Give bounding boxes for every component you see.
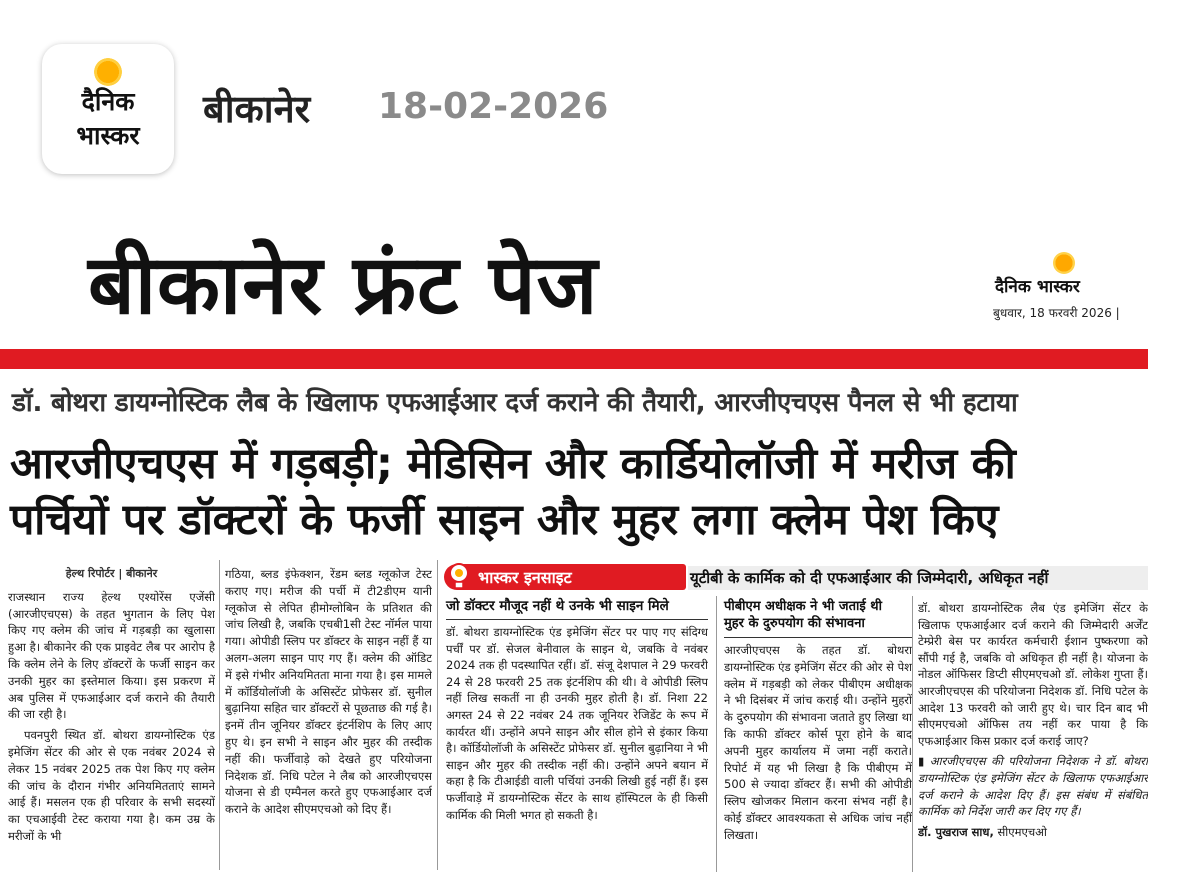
subhead-underline [724, 637, 912, 638]
headline-line-1: आरजीएचएस में गड़बड़ी; मेडिसिन और कार्डियोलॉजी में मरीज की [10, 439, 1016, 489]
paragraph: डॉ. बोथरा डायग्नोस्टिक लैब एंड इमेजिंग सेंटर के खिलाफ एफआईआर दर्ज कराने की जिम्मेदारी अर्जेंट टेम्प्रेरी बेस पर कार्यरत कर्मचारी ईशान पुष्करणा को सौंपी गई है, जबकि वो अधिकृत ही नहीं है। योजना के नोडल ऑफिसर डिप्टी सीएमएचओ डॉ. लोकेश गुप्ता हैं। आरजीएचएस की परियोजना निदेशक डॉ. निधि पटेल के आदेश 13 फरवरी को जारी हुए थे। चार दिन बाद भी सीएमएचओ ऑफिस तय नहीं कर पाया है कि एफआईआर किस प्रकार दर्ज कराई जाए? [918, 601, 1148, 748]
paragraph: गठिया, ब्लड इंफेक्शन, रेंडम ब्लड ग्लूकोज टेस्ट कराए गए। मरीज की पर्ची में टी2डीएम यानी ग्लूकोज से लेपित हीमोग्लोबिन के प्रतिशत की जांच लिखी है, जबकि एचबी1सी टेस्ट नॉर्मल पाया गया। ओपीडी स्लिप पर डॉक्टर के साइन नहीं हैं या अलग-अलग साइन पाए गए हैं। क्लेम की ऑडिट में इसे गंभीर अनियमितता माना गया है। इस मामले में कॉर्डियोलॉजी के असिस्टेंट प्रोफेसर डॉ. सुनील बुढ़ानिया सहित चार डॉक्टरों से पूछताछ की गई है। इनमें तीन जूनियर डॉक्टर इंटर्नशिप के लिए आए हुए थे। इन सभी ने साइन और मुहर की तस्दीक नहीं की। फर्जीवाड़े को देखते हुए परियोजना निदेशक डॉ. निधि पटेल ने लैब को आरजीएचएस योजना से डी एम्पैनल करते हुए एफआईआर दर्ज कराने के आदेश सीएमएचओ को दिए हैं। [225, 567, 432, 817]
story-column-2 [225, 566, 432, 871]
insight-column-2 [724, 642, 912, 872]
insight-label: भास्कर इनसाइट [478, 568, 572, 587]
brand-date: बुधवार, 18 फरवरी 2026 | [993, 306, 1120, 320]
column-divider [912, 596, 913, 872]
subhead-line: पीबीएम अधीक्षक ने भी जताई थी [724, 599, 882, 614]
edition-date[interactable]: 18-02-2026 [378, 86, 609, 127]
page-title: बीकानेर फ्रंट पेज [88, 238, 599, 333]
column-divider [219, 560, 220, 870]
paragraph: राजस्थान राज्य हेल्थ एश्योरेंस एजेंसी (आरजीएचएस) के तहत भुगतान के लिए पेश किए गए क्लेम की जांच में गड़बड़ी का खुलासा हुआ है। बीकानेर की एक प्राइवेट लैब पर आरोप है कि क्लेम लेने के लिए डॉक्टरों के फर्जी साइन कर उनकी मुहर का इस्तेमाल किया। इस प्रकरण में अब पुलिस में एफआईआर दर्ज कराने की तैयारी की जा रही है। [8, 589, 215, 722]
story-column-1 [8, 566, 215, 871]
insight-subhead-2 [724, 598, 914, 632]
paragraph: आरजीएचएस के तहत डॉ. बोथरा डायग्नोस्टिक एंड इमेजिंग सेंटर की ओर से पेश क्लेम में गड़बड़ी को लेकर पीबीएम अधीक्षक ने भी दिसंबर में जांच कराई थी। उन्होंने मुहरों के दुरुपयोग की संभावना जताते हुए लिखा था कि काफी डॉक्टर कोर्स पूरा होने के बाद अपनी मुहर कार्यालय में जमा नहीं कराते। रिपोर्ट में यह भी लिखा है कि पीबीएम में 500 से ज्यादा डॉक्टर हैं। सभी की ओपीडी स्लिप खोजकर मिलान करना संभव नहीं है। कोई डॉक्टर आवश्यकता से अधिक जांच नहीं लिखता। [724, 643, 912, 842]
column-divider [437, 560, 438, 870]
insight-column-3 [918, 600, 1148, 872]
app-logo-line1: दैनिक [81, 87, 135, 116]
edition-city[interactable]: बीकानेर [203, 87, 311, 131]
byline: हेल्थ रिपोर्टर | बीकानेर [65, 567, 158, 580]
paragraph: पवनपुरी स्थित डॉ. बोथरा डायग्नोस्टिक एंड इमेजिंग सेंटर की ओर से एक नवंबर 2024 से लेकर 15 नवंबर 2025 तक पेश किए गए क्लेम की जांच के दौरान गंभीर अनियमितताएं सामने आई हैं। मसलन एक ही परिवार के सभी सदस्यों का एचआईवी टेस्ट कराया गया है। कम उम्र के मरीजों के भी [8, 728, 215, 843]
signature-line [918, 824, 1148, 841]
paragraph: डॉ. बोथरा डायग्नोस्टिक एंड इमेजिंग सेंटर पर पाए गए संदिग्ध पर्चीं पर डॉ. सेजल बेनीवाल के साइन थे, जबकि वे नवंबर 2024 तक ही पदस्थापित रहीं। डॉ. संजू देशपाल ने 29 फरवरी 24 से 28 फरवरी 25 तक इंटर्नशिप की थी। वे ओपीडी स्लिप नहीं लिख सकतीं ना ही उनकी मुहर होती है। डॉ. निशा 22 अगस्त 24 से 22 नवंबर 24 तक जूनियर रेजिडेंट के रूप में कार्यरत थीं। उन्होंने अपने साइन और सील होने से इंकार किया है। कॉर्डियोलॉजी के असिस्टेंट प्रोफेसर डॉ. सुनील बुढ़ानिया ने भी साइन और मुहर की तस्दीक नहीं की। उन्होंने अपने बयान में कहा है कि टीआईडी वाली पर्चियां उनकी लिखी हुई नहीं हैं। इस फर्जीवाड़े में डायग्नोस्टिक सेंटर के साथ हॉस्पिटल के ही किसी कार्मिक की मिली भगत हो सकती है। [446, 625, 708, 822]
app-header [0, 0, 1183, 215]
headline-line-2: पर्चियों पर डॉक्टरों के फर्जी साइन और मुहर लगा क्लेम पेश किए [10, 495, 999, 545]
sun-icon [94, 58, 122, 86]
signature-role: सीएमएचओ [997, 824, 1047, 839]
app-logo-line2: भास्कर [76, 121, 140, 150]
column-divider [716, 596, 717, 872]
subhead-line: मुहर के दुरुपयोग की संभावना [724, 616, 865, 631]
story-headline [10, 436, 1160, 548]
subhead-underline [446, 619, 708, 620]
lightbulb-icon [448, 562, 470, 592]
story-kicker: डॉ. बोथरा डायग्नोस्टिक लैब के खिलाफ एफआईआर दर्ज कराने की तैयारी, आरजीएचएस पैनल से भी हटाया [12, 388, 1018, 418]
brand-name: दैनिक भास्कर [995, 277, 1080, 297]
signature: डॉ. पुखराज साध, [918, 824, 994, 839]
insight-column-1 [446, 624, 708, 872]
sun-icon [1053, 252, 1075, 274]
insight-side-heading: यूटीबी के कार्मिक को दी एफआईआर की जिम्मेदारी, अधिकृत नहीं [690, 569, 1049, 587]
insight-subhead-1: जो डॉक्टर मौजूद नहीं थे उनके भी साइन मिले [446, 598, 669, 614]
red-divider [0, 349, 1148, 369]
quote: ▮ आरजीएचएस की परियोजना निदेशक ने डॉ. बोथरा डायग्नोस्टिक एंड इमेजिंग सेंटर के खिलाफ एफआईआर दर्ज कराने के आदेश दिए हैं। इस संबंध में संबंधित कार्मिक को निर्देश जारी कर दिए गए हैं। [918, 754, 1148, 819]
app-logo[interactable] [42, 44, 174, 174]
quote-text: आरजीएचएस की परियोजना निदेशक ने डॉ. बोथरा डायग्नोस्टिक एंड इमेजिंग सेंटर के खिलाफ एफआईआर दर्ज कराने के आदेश दिए हैं। इस संबंध में संबंधित कार्मिक को निर्देश जारी कर दिए गए हैं। [918, 754, 1148, 819]
